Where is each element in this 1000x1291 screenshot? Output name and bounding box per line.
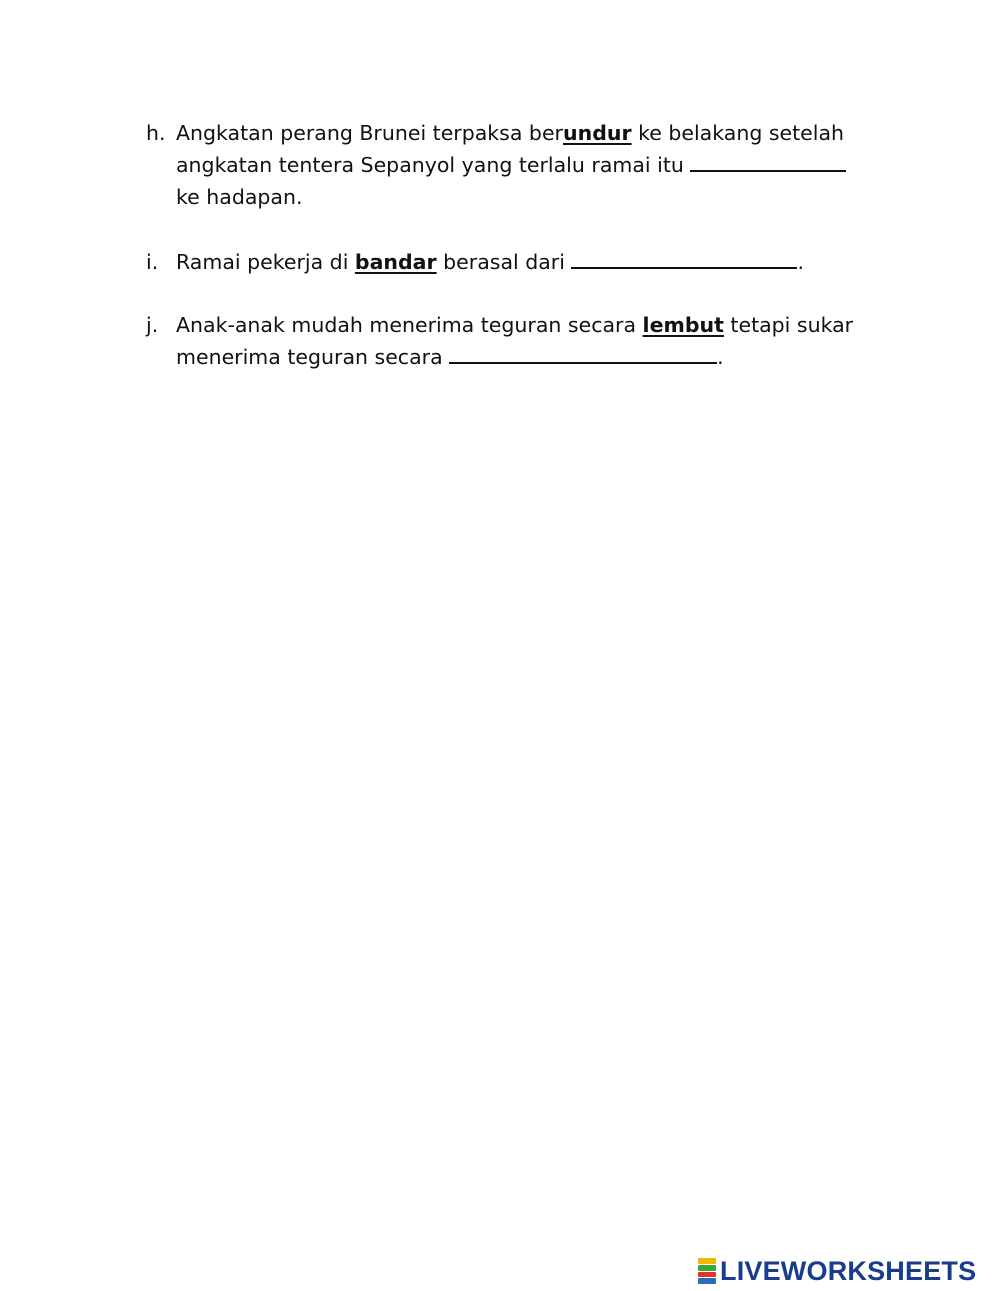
- question-label: h.: [146, 121, 166, 145]
- question-h: [146, 117, 886, 213]
- question-text: [176, 117, 886, 213]
- question-label: i.: [146, 250, 159, 274]
- question-label: j.: [146, 313, 159, 337]
- question-text-post: tetapi sukar menerima teguran secara: [176, 313, 854, 369]
- logo-square-2: [698, 1265, 716, 1271]
- question-text-pre: Ramai pekerja di: [176, 250, 355, 274]
- question-text-after-blank: .: [797, 250, 804, 274]
- question-text-post: berasal dari: [436, 250, 572, 274]
- logo-mark-icon: [698, 1258, 716, 1284]
- keyword: lembut: [642, 313, 724, 337]
- liveworksheets-logo: [698, 1256, 976, 1286]
- question-i: [146, 246, 886, 278]
- logo-square-1: [698, 1258, 716, 1264]
- question-text-after-blank: ke hadapan.: [176, 185, 303, 209]
- question-text-after-blank: .: [717, 345, 724, 369]
- logo-text: LIVEWORKSHEETS: [720, 1255, 977, 1286]
- question-text: [176, 309, 886, 373]
- question-text-pre: Angkatan perang Brunei terpaksa ber: [176, 121, 563, 145]
- question-text-pre: Anak-anak mudah menerima teguran secara: [176, 313, 643, 337]
- logo-square-3: [698, 1272, 716, 1278]
- question-text: [176, 246, 886, 278]
- keyword: undur: [563, 121, 632, 145]
- answer-blank-h[interactable]: [690, 150, 846, 172]
- question-j: [146, 309, 886, 373]
- answer-blank-j[interactable]: [449, 342, 717, 364]
- logo-square-4: [698, 1278, 716, 1284]
- question-text-post: ke belakang setelah angkatan tentera Sepanyol yang terlalu ramai itu: [176, 121, 845, 177]
- answer-blank-i[interactable]: [571, 247, 797, 269]
- keyword: bandar: [354, 250, 437, 274]
